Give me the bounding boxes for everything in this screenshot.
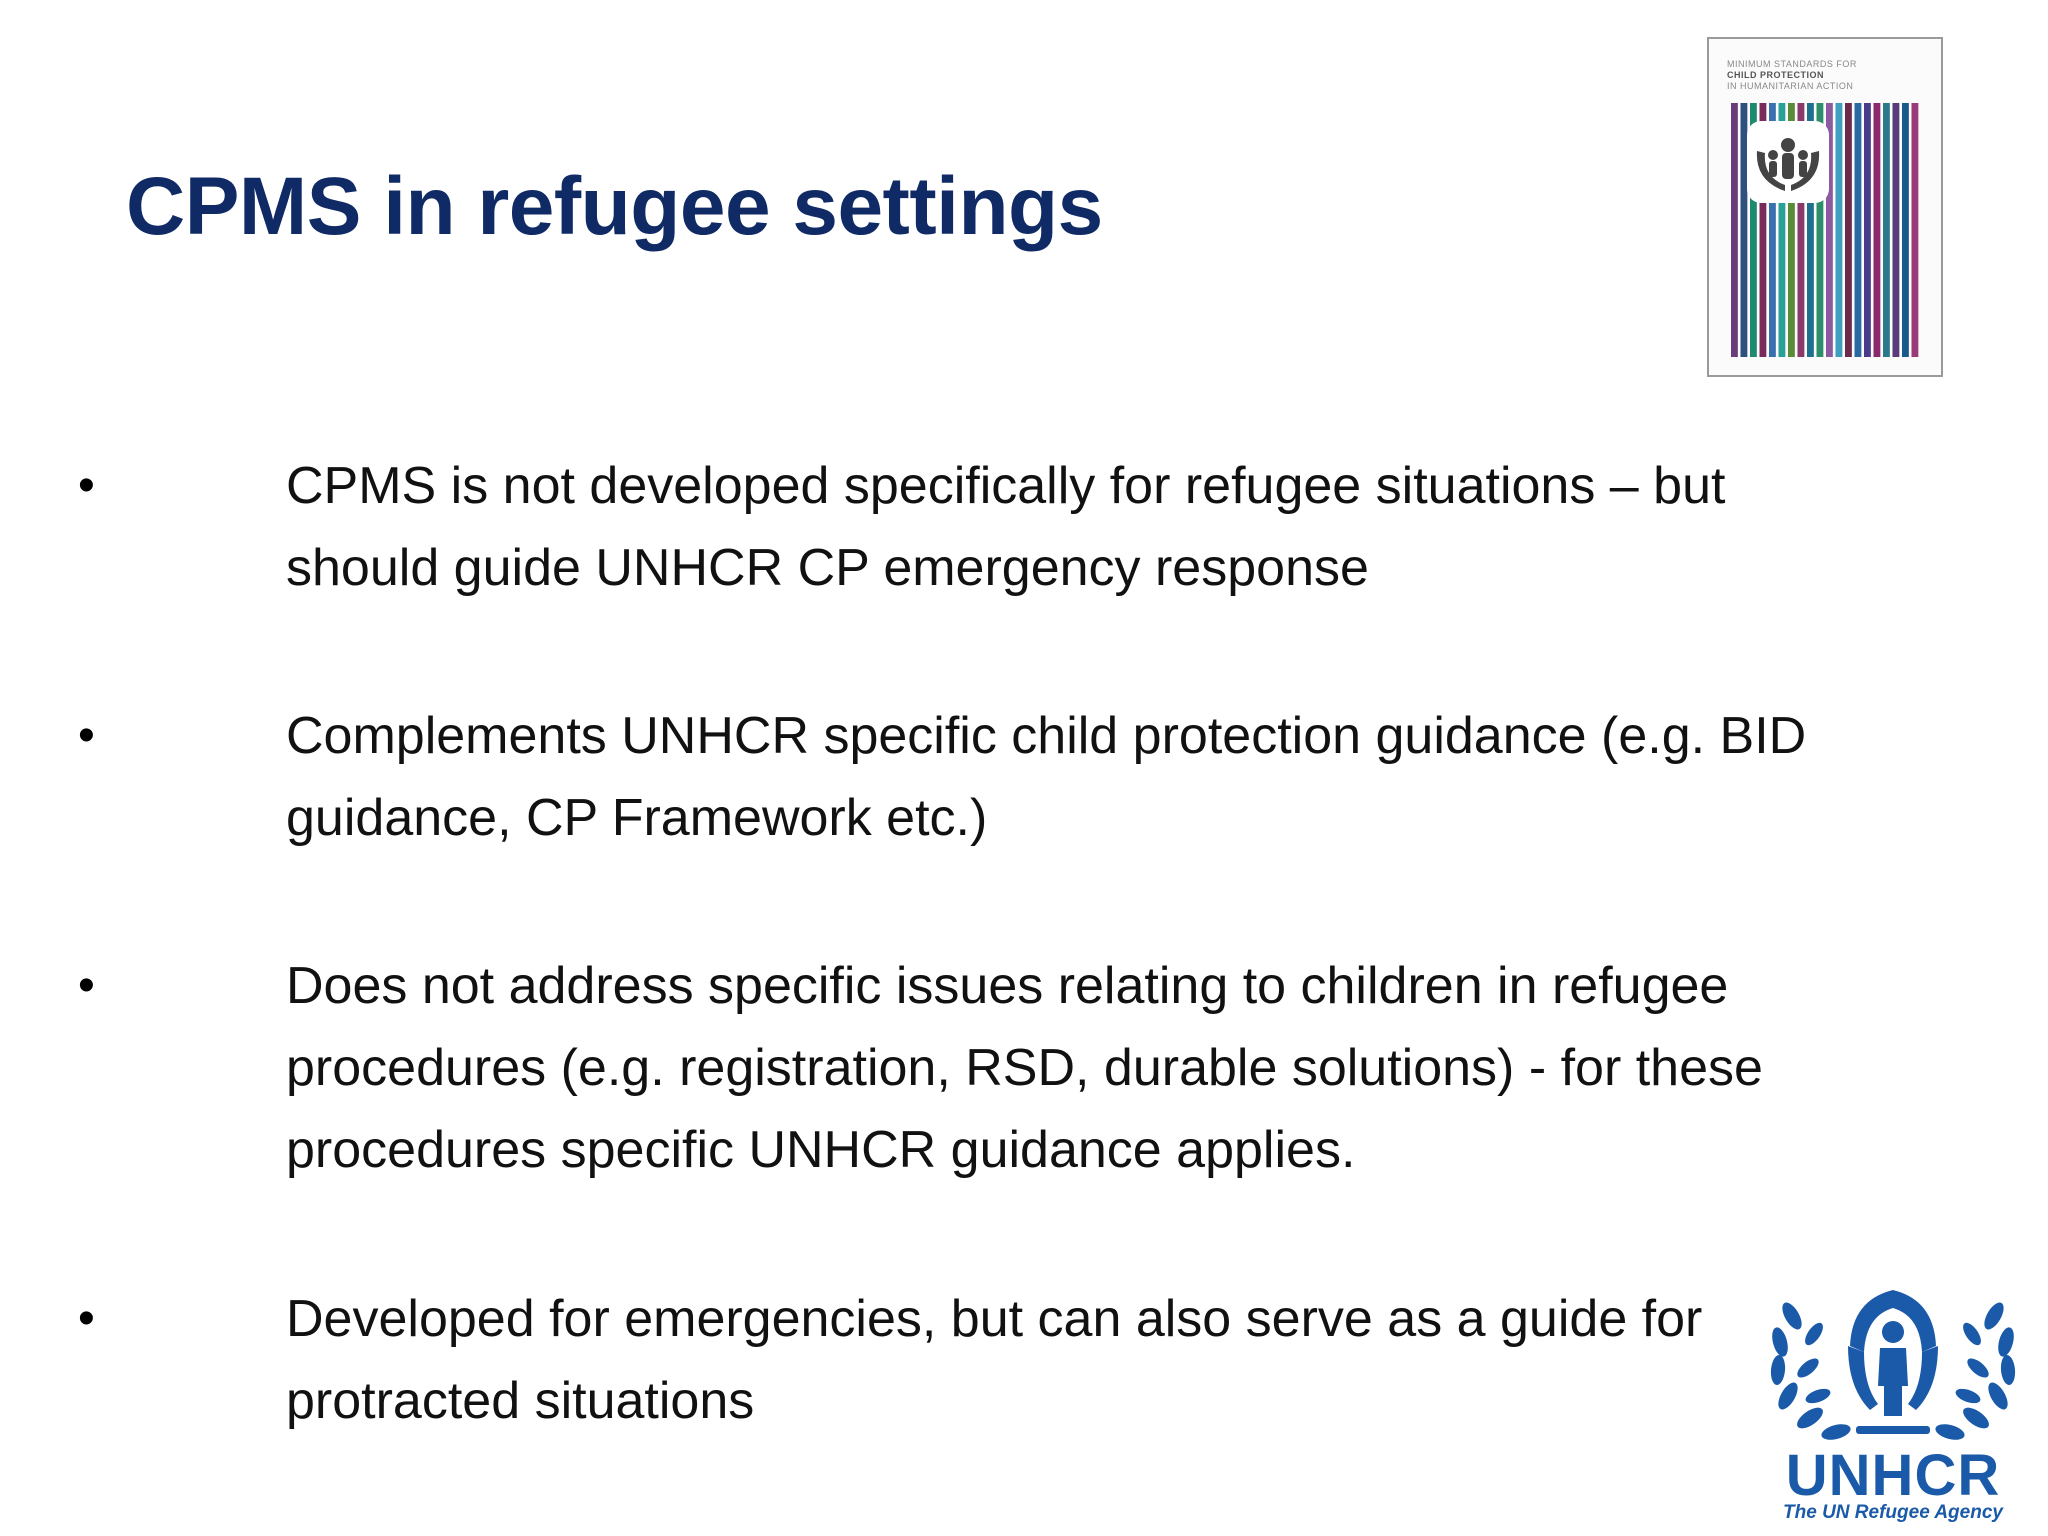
- bullet-text: Complements UNHCR specific child protection guidance (e.g. BID guidance, CP Framework etc.): [286, 707, 1807, 847]
- bullet-text: CPMS is not developed specifically for refugee situations – but should guide UNHCR CP emergency response: [286, 457, 1726, 597]
- cover-stripe: [1902, 103, 1909, 357]
- cpms-book-cover: [1707, 37, 1943, 377]
- cover-stripe: [1845, 103, 1852, 357]
- cover-stripe: [1893, 103, 1900, 357]
- cover-stripe: [1731, 103, 1738, 357]
- bullet-text: Does not address specific issues relating to children in refugee procedures (e.g. registration, RSD, durable solutions) - for these procedures specific UNHCR guidance applies.: [286, 957, 1763, 1179]
- bullet-marker: •: [78, 1292, 95, 1345]
- bullet-marker: •: [78, 459, 95, 512]
- cover-stripe: [1912, 103, 1919, 357]
- bullet-marker: •: [78, 709, 95, 762]
- unhcr-emblem-icon: [1752, 1276, 2040, 1446]
- unhcr-wordmark: UNHCR: [1785, 1443, 2001, 1508]
- slide-title: CPMS in refugee settings: [126, 161, 1103, 252]
- cover-hands-icon: [1747, 121, 1829, 203]
- bullet-text: Developed for emergencies, but can also serve as a guide for protracted situations: [286, 1290, 1703, 1430]
- unhcr-tagline: The UN Refugee Agency: [1783, 1502, 2003, 1523]
- bullet-marker: •: [78, 959, 95, 1012]
- unhcr-logo: [1752, 1276, 2040, 1532]
- cover-stripe: [1836, 103, 1843, 357]
- cover-stripe: [1874, 103, 1881, 357]
- cover-text: MINIMUM STANDARDS FOR CHILD PROTECTION IN HUMANITARIAN ACTION: [1727, 59, 1857, 91]
- cover-stripe: [1864, 103, 1871, 357]
- cover-stripe: [1855, 103, 1862, 357]
- cover-stripe: [1883, 103, 1890, 357]
